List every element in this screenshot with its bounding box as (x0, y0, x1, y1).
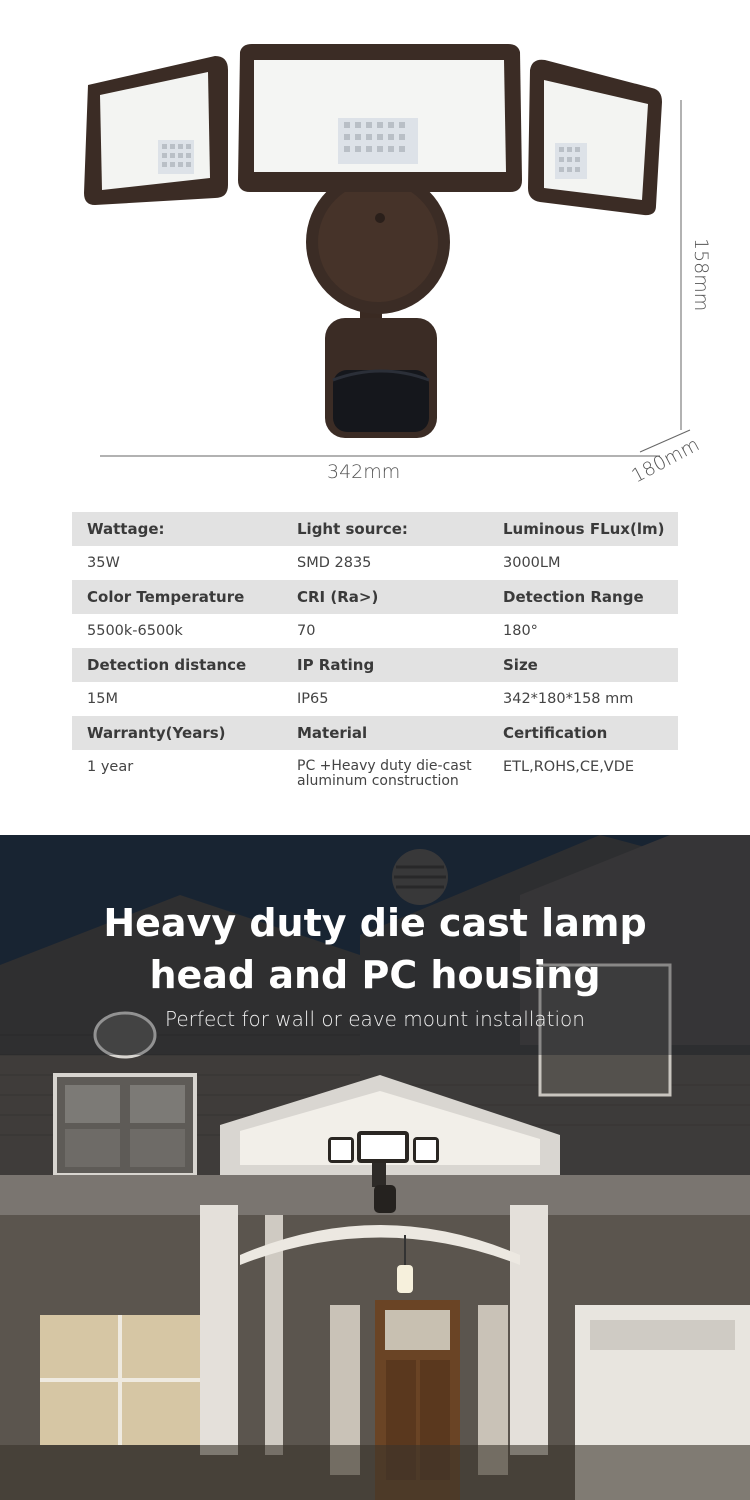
spec-value: 180° (488, 614, 678, 648)
spec-value: ETL,ROHS,CE,VDE (488, 750, 678, 800)
spec-value: 1 year (72, 750, 282, 800)
spec-label: Certification (488, 716, 678, 750)
spec-label: Detection Range (488, 580, 678, 614)
depth-dimension-label: 180mm (628, 433, 704, 488)
width-dimension-label: 342mm (327, 461, 401, 483)
spec-value: 70 (282, 614, 488, 648)
specifications-table (72, 512, 678, 800)
spec-label: Detection distance (72, 648, 282, 682)
spec-label: IP Rating (282, 648, 488, 682)
spec-label: Luminous FLux(lm) (488, 512, 678, 546)
spec-header-row (72, 648, 678, 682)
spec-label: Warranty(Years) (72, 716, 282, 750)
spec-value: 35W (72, 546, 282, 580)
spec-label: Size (488, 648, 678, 682)
spec-value-row (72, 682, 678, 716)
material-line2: aluminum construction (297, 773, 459, 789)
spec-value-row (72, 614, 678, 648)
left-lamp-head (84, 56, 228, 205)
material-line1: PC +Heavy duty die-cast (297, 758, 472, 774)
center-lamp-head (238, 44, 522, 192)
hero-subtitle: Perfect for wall or eave mount installation (165, 1007, 585, 1031)
spec-value: IP65 (282, 682, 488, 716)
hero-banner (0, 835, 750, 1500)
spec-label: Color Temperature (72, 580, 282, 614)
spec-value-row (72, 750, 678, 800)
right-lamp-head (528, 60, 662, 215)
spec-label: CRI (Ra>) (282, 580, 488, 614)
spec-label: Wattage: (72, 512, 282, 546)
spec-label: Material (282, 716, 488, 750)
spec-value-row (72, 546, 678, 580)
product-illustration (0, 0, 750, 500)
spec-value-material (282, 750, 488, 800)
hero-title-line2: head and PC housing (149, 953, 601, 997)
spec-value: SMD 2835 (282, 546, 488, 580)
spec-header-row (72, 512, 678, 546)
spec-value: 342*180*158 mm (488, 682, 678, 716)
spec-header-row (72, 716, 678, 750)
spec-value: 5500k-6500k (72, 614, 282, 648)
spec-header-row (72, 580, 678, 614)
spec-value: 3000LM (488, 546, 678, 580)
height-dimension-label: 158mm (690, 238, 712, 312)
spec-value: 15M (72, 682, 282, 716)
hero-title-line1: Heavy duty die cast lamp (103, 901, 647, 945)
spec-label: Light source: (282, 512, 488, 546)
